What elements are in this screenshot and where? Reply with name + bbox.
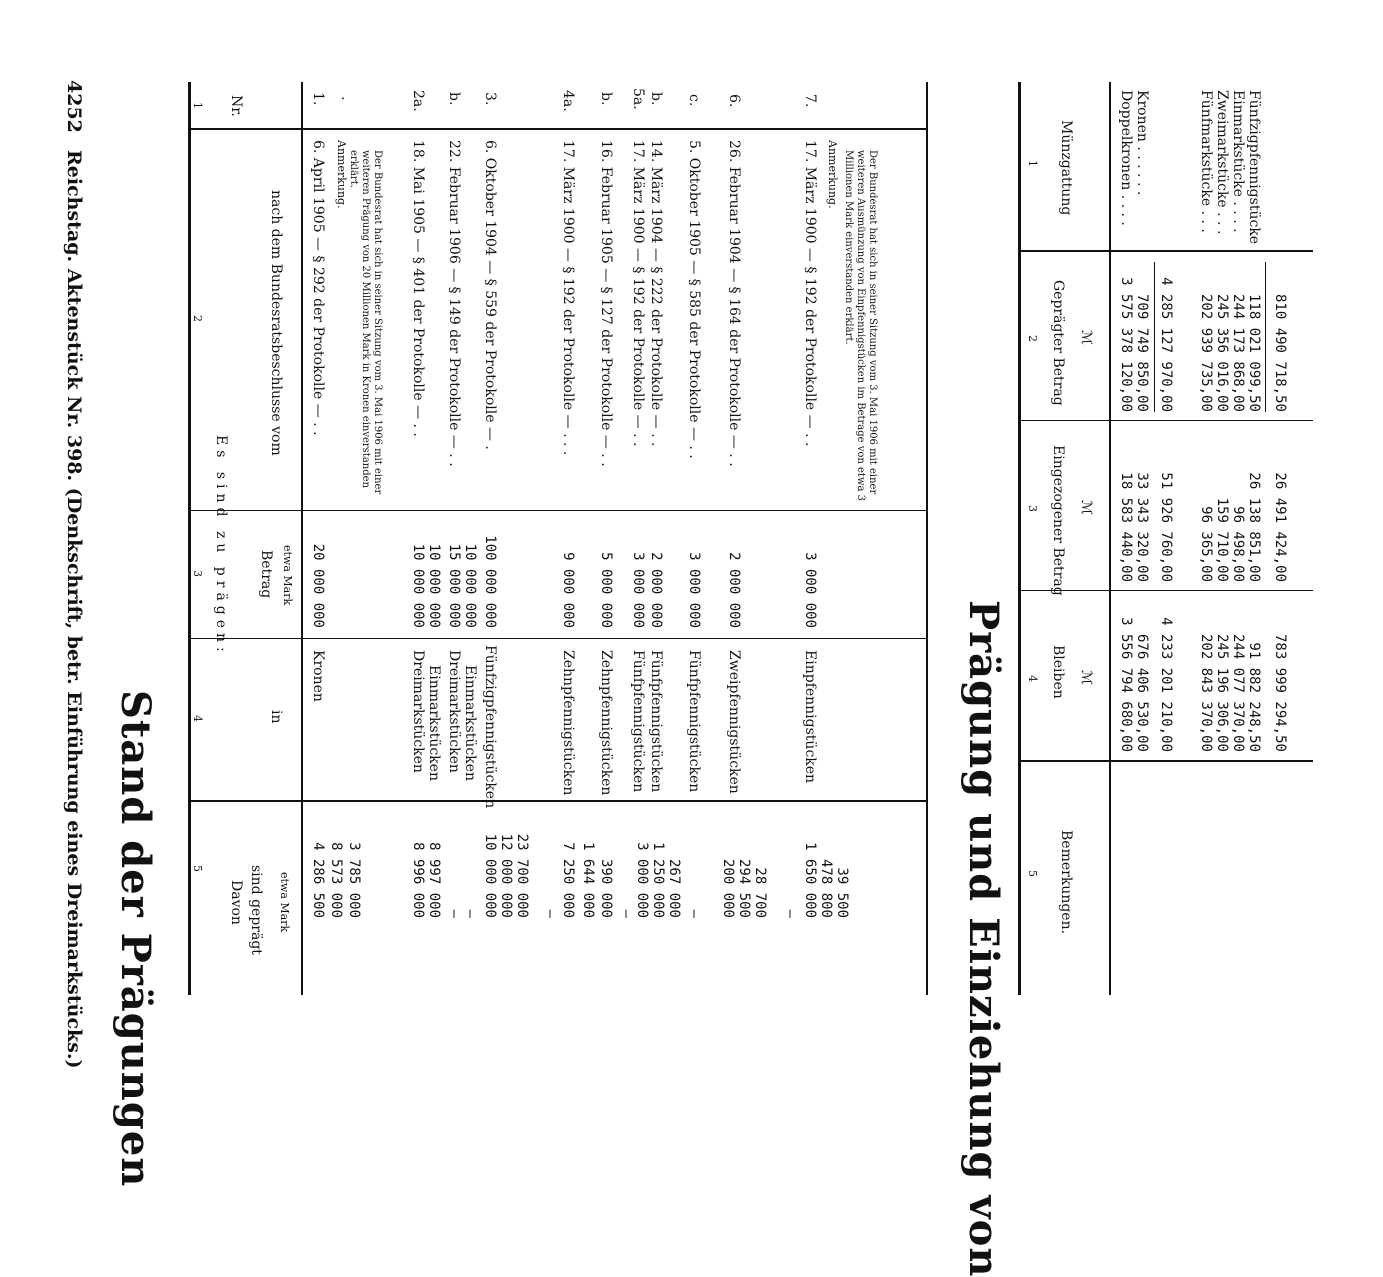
col-number: 1 [191,102,204,109]
sum-rule [1154,262,1155,412]
gepraegt: 3 575 378 120,00 [1118,277,1134,412]
row-davon: 1 250 000 [650,842,666,918]
eingezogen: 33 343 320,00 [1134,472,1150,582]
bleiben-total: 783 999 294,50 [1272,633,1288,752]
header-gepraegt: Geprägter Betrag [1050,280,1066,406]
bleiben-total: 4 233 201 210,00 [1158,617,1174,752]
row-in: Fünfpfennigstücken [630,650,646,793]
row-davon: 3 000 000 [634,842,650,918]
row-betrag: 20 000 000 [310,543,326,628]
row-betrag: 10 000 000 [426,543,442,628]
row-beschluss: 17. März 1900 — § 192 der Protokolle — . . [802,140,818,447]
row-beschluss: 22. Februar 1906 — § 149 der Protokolle — . . [446,140,462,467]
row-betrag: 2 000 000 [648,552,664,628]
row-davon: 4 286 500 [310,842,326,918]
row-betrag: 3 000 000 [630,552,646,628]
bleiben: 676 406 530,00 [1134,633,1150,752]
sum-rule [1265,262,1266,412]
note-text: Der Bundesrat hat sich in seiner Sitzung vom 3. Mai 1906 mit einer weiteren Prägung von 20 Millionen Mark in Kronen einverstanden erklärt. [348,150,383,495]
row-in: Kronen [310,650,326,702]
gepraegt: 118 021 099,50 [1246,293,1262,412]
col-number: 1 [1026,160,1039,167]
gattung: Doppelkronen . . . . [1118,90,1134,226]
row-in: Zehnpfennigstücken [560,650,576,796]
row-in: Einmarkstücken [462,665,478,781]
eingezogen: 159 710,00 [1214,497,1230,582]
row-nr: 1. [310,92,326,106]
header-betrag-unit: etwa Mark [281,545,294,606]
gepraegt: 244 173 868,00 [1230,293,1246,412]
header-sind-gepraegt: sind geprägt [248,865,264,955]
row-nr: b. [598,92,614,106]
header-betrag: Betrag [258,550,274,599]
row-beschluss: 14. März 1904 — § 222 der Protokolle — . . [648,140,664,447]
eingezogen: 18 583 440,00 [1118,472,1134,582]
col-number: 3 [1026,505,1039,512]
gepraegt-total: 810 490 718,50 [1272,293,1288,412]
row-betrag: 3 000 000 [802,552,818,628]
gattung: Fünfzigpfennigstücke . [1246,90,1262,253]
row-davon: 7 250 000 [560,842,576,918]
row-davon: 8 996 000 [410,842,426,918]
row-davon: 10 000 000 [482,833,498,918]
table1-top-rule [188,82,191,995]
row-in: Fünfpfennigstücken [648,650,664,793]
bleiben: 202 843 370,00 [1198,633,1214,752]
col-number: 4 [191,715,204,722]
header-muenzgattung: Münzgattung [1058,120,1074,216]
col-number: 3 [191,570,204,577]
row-beschluss: 17. März 1900 — § 192 der Protokolle — . . . [560,140,576,456]
row-nr: c. [686,94,702,107]
gepraegt-total: 4 285 127 970,00 [1158,277,1174,412]
gattung: Kronen . . . . . . [1134,90,1150,196]
row-in: Dreimarkstücken [410,650,426,773]
row-davon: 267 000 [666,858,682,918]
row-in: Zehnpfennigstücken [598,650,614,796]
header-davon-unit: etwa Mark [278,872,291,933]
gepraegt: 202 939 735,00 [1198,293,1214,412]
row-betrag: 3 000 000 [686,552,702,628]
table2-header-rule [1109,82,1111,995]
row-davon: 1 644 000 [580,842,596,918]
row-davon: 23 700 000 [514,833,530,918]
row-in: Einpfennigstücken [802,650,818,784]
note-title: Anmerkung. [335,140,348,209]
header-davon: Davon [228,880,244,925]
gepraegt: 709 749 850,00 [1134,293,1150,412]
row-betrag: 5 000 000 [598,552,614,628]
header-in: in [268,710,284,724]
row-nr: 2a. [410,90,426,112]
row-beschluss: 18. Mai 1905 — § 401 der Protokolle — . . [410,140,426,437]
header-beschluss: nach dem Bundesratsbeschlusse vom [268,190,284,456]
row-in: Zweipfennigstücken [726,650,742,794]
section1-title: Stand der Prägungen [112,690,159,1188]
unit-mark: ℳ [1078,500,1094,515]
col-number: 4 [1026,675,1039,682]
table2-top-rule [1018,82,1021,995]
table2-col-divider [1021,760,1313,762]
gattung: Zweimarkstücke . . . [1214,90,1230,235]
row-davon: — [446,909,462,918]
row-betrag: 9 000 000 [560,552,576,628]
unit-mark: ℳ [1078,670,1094,685]
row-nr: . [338,96,354,101]
row-nr: 7. [802,94,818,108]
row-betrag: 2 000 000 [726,552,742,628]
unit-mark: ℳ [1078,330,1094,345]
eingezogen: 96 365,00 [1198,506,1214,582]
header-eingezogen: Eingezogener Betrag [1050,445,1066,596]
table1-header-rule [301,82,303,995]
row-davon: 478 800 [818,858,834,918]
eingezogen: 26 138 851,00 [1246,472,1262,582]
section2-title: Prägung und Einziehung von [960,600,1007,1277]
running-title: Reichstag. Aktenstück Nr. 398. (Denkschrift, betr. Einführung eines Dreimarkstücks.) [63,150,85,1069]
col-number: 5 [1026,870,1039,877]
row-in: Fünfzigpfennigstücken [482,645,498,809]
gepraegt: 245 356 016,00 [1214,293,1230,412]
row-nr: b. [648,92,664,106]
row-nr: 4a. [560,90,576,112]
header-nr: Nr. [228,95,244,117]
col-number: 2 [191,315,204,322]
row-beschluss: 17. März 1900 — § 192 der Protokolle — . . [630,140,646,447]
row-betrag: 10 000 000 [410,543,426,628]
gattung: Fünfmarkstücke . . . [1198,90,1214,233]
header-bemerkungen: Bemerkungen. [1058,830,1074,935]
row-davon: — [462,909,478,918]
row-davon: 28 700 [752,867,768,918]
row-davon: 8 573 000 [328,842,344,918]
header-bleiben: Bleiben [1050,645,1066,699]
row-nr: 6. [726,94,742,108]
table1-col-divider [191,638,928,639]
row-nr: b. [446,92,462,106]
row-in: Fünfpfennigstücken [686,650,702,793]
row-beschluss: 6. Oktober 1904 — § 559 der Protokolle — . [482,140,498,450]
row-beschluss: 6. April 1905 — § 292 der Protokolle — . . [310,140,326,436]
page-number: 4252 [63,80,85,133]
row-betrag: 100 000 000 [482,535,498,628]
row-davon: 294 500 [736,858,752,918]
table1-col-divider [191,510,928,511]
row-davon: 390 000 [598,858,614,918]
row-beschluss: 26. Februar 1904 — § 164 der Protokolle — . . [726,140,742,467]
table2-col-divider [1021,250,1313,252]
row-in: Dreimarkstücken [446,650,462,773]
row-davon: 8 997 000 [426,842,442,918]
row-davon: 1 650 000 [802,842,818,918]
row-in: Einmarkstücken [426,665,442,781]
row-nr: 3. [482,92,498,106]
eingezogen-total: 26 491 424,00 [1272,472,1288,582]
row-betrag: 10 000 000 [462,543,478,628]
final-note-title: Anmerkung. [826,140,839,209]
row-davon: 39 500 [834,867,850,918]
table1-col-divider [191,128,928,130]
row-davon: — [618,909,634,918]
row-davon: 12 000 000 [498,833,514,918]
table1-bottom-rule [926,82,928,995]
bleiben: 91 882 248,50 [1246,642,1262,752]
row-betrag: 15 000 000 [446,543,462,628]
table2-col-divider [1021,420,1313,421]
row-davon: 200 000 [720,858,736,918]
table1-col-divider [191,800,928,802]
row-davon: — [686,909,702,918]
row-nr: 5a. [630,88,646,110]
row-davon: 3 785 000 [346,842,362,918]
eingezogen-total: 51 926 760,00 [1158,472,1174,582]
bleiben: 245 196 306,00 [1214,633,1230,752]
bleiben: 244 077 370,00 [1230,633,1246,752]
eingezogen: 96 498,00 [1230,506,1246,582]
row-davon: — [782,909,798,918]
row-beschluss: 16. Februar 1905 — § 127 der Protokolle — . . [598,140,614,467]
gattung: Einmarkstücke . . . . [1230,90,1246,233]
final-note-text: Der Bundesrat hat sich in seiner Sitzung vom 3. Mai 1906 mit einer weiteren Ausmünzung von Einpfennigstücken im Betrage von etwa 3 Millionen Mark einverstanden erklärt. [843,150,878,502]
header-group: Es sind zu prägen: [213,435,229,657]
row-davon: — [542,909,558,918]
col-number: 5 [191,865,204,872]
row-beschluss: 5. Oktober 1905 — § 585 der Protokolle — . . [686,140,702,459]
col-number: 2 [1026,335,1039,342]
bleiben: 3 556 794 680,00 [1118,617,1134,752]
